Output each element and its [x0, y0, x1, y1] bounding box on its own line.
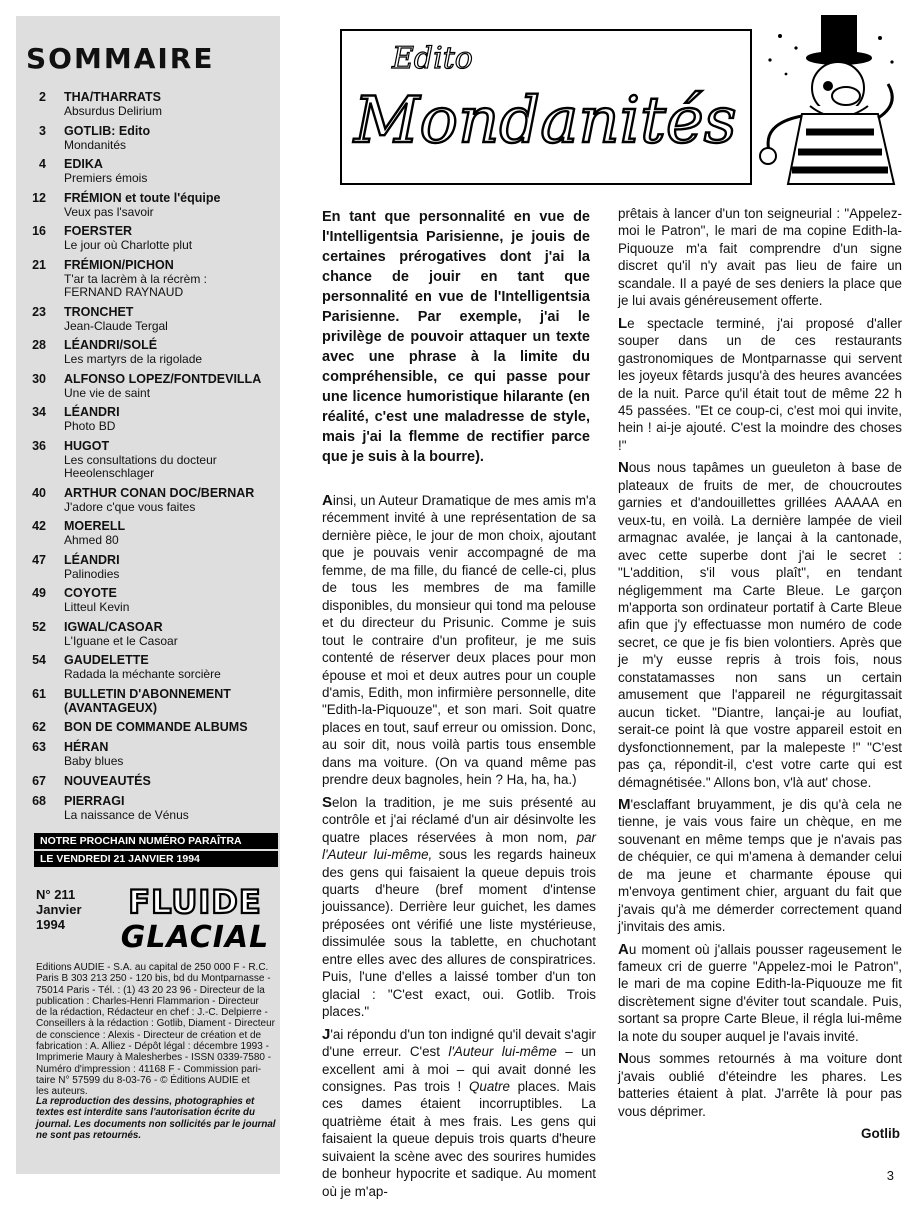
edito-header-illustration: [340, 14, 900, 194]
toc-subtitle: Heeolenschlager: [64, 466, 155, 480]
signature: Gotlib: [861, 1126, 900, 1141]
toc-subtitle: Ahmed 80: [64, 533, 119, 547]
toc-entry: [16, 372, 280, 401]
toc-entry: [16, 653, 280, 682]
toc-entry: [16, 439, 280, 481]
imprint-line: de conscience : Alexis - Directeur de création et de: [36, 1029, 262, 1041]
imprint-line: taire N° 57599 du 8-03-76 - © Éditions AUDIE et: [36, 1074, 250, 1086]
toc-page-number: 49: [32, 586, 46, 600]
svg-text:FLUIDE: FLUIDE: [128, 883, 262, 921]
toc-subtitle: Jean-Claude Tergal: [64, 318, 168, 333]
imprint-line: publication : Charles-Henri Flammarion - Directeur: [36, 995, 259, 1007]
toc-author: FRÉMION et toute l'équipe: [64, 190, 221, 205]
toc-subtitle: FERNAND RAYNAUD: [64, 285, 184, 299]
toc-author: TRONCHET: [64, 304, 134, 319]
toc-author: ARTHUR CONAN DOC/BERNAR: [64, 485, 255, 500]
toc-page-number: 52: [32, 619, 46, 634]
toc-entry: [16, 553, 280, 582]
imprint-line: Paris B 303 213 250 - 120 bis, bd du Montparnasse -: [36, 973, 271, 985]
toc-entry: [16, 774, 280, 789]
toc-page-number: 36: [32, 438, 46, 453]
toc-author: IGWAL/CASOAR: [64, 619, 163, 634]
issue-year: 1994: [36, 917, 65, 932]
toc-entry: [16, 305, 280, 334]
next-issue-line1: NOTRE PROCHAIN NUMÉRO PARAÎTRA: [34, 833, 278, 849]
issue-number: N° 211: [36, 887, 76, 902]
paragraph-6: M'esclaffant bruyamment, je dis qu'à cela ne tienne, je vais vous faire un chèque, en me souvenant en même temps que je n'avais pas de chéquier, ce qui m'amena à demander celui de ma jeune et charmante épouse qui m'envoya gentiment chier, arguant du fait que j'avais qu'à me démerder correctement quand j'invitais des amis.: [618, 795, 902, 935]
svg-text:GLACIAL: GLACIAL: [120, 920, 270, 953]
imprint-line: les auteurs.: [36, 1086, 88, 1098]
toc-subtitle: Le jour où Charlotte plut: [64, 238, 193, 252]
toc-entry: [16, 486, 280, 515]
toc-page-number: 16: [32, 224, 46, 238]
toc-author: PIERRAGI: [64, 793, 125, 808]
toc-author: NOUVEAUTÉS: [64, 773, 151, 788]
article-intro: En tant que personnalité en vue de l'Intelligentsia Parisienne, je jouis de certaines prérogatives dont j'ai la chance de jouir en tant que personnalité en vue de l'Intelligentsia Parisienne. Par exemple, j'ai le privilège de pouvoir attaquer un texte avec une phrase à la limite du compréhensible, ce qui passe pour une licence humoristique hilarante (en réalité, c'est une maladresse de style, mais j'ai la flemme de rectifier parce que je suis à la bourre).: [322, 209, 590, 465]
fluide-glacial-logo: [112, 881, 278, 953]
edito-label: Edito: [392, 41, 473, 76]
toc-author: GOTLIB: Edito: [64, 123, 151, 138]
toc-subtitle: Mondanités: [64, 137, 127, 152]
toc-subtitle: J'adore c'que vous faites: [64, 499, 196, 514]
toc-author: COYOTE: [64, 586, 117, 600]
page-number: 3: [886, 1168, 894, 1183]
toc-subtitle: Premiers émois: [64, 171, 148, 185]
toc-entry: [16, 338, 280, 367]
imprint-line: 75014 Paris - Tél. : (1) 43 20 23 96 - Directeur de la: [36, 984, 265, 996]
toc-author: FOERSTER: [64, 224, 133, 238]
toc-entry: [16, 687, 280, 716]
paragraph-7: Au moment où j'allais pousser rageusement le fameux cri de guerre "Appelez-moi le Patron", le mari de ma copine Edith-la-Piquouze me fit discrètement signe d'éviter tout scandale. Puis, sortant sa propre Carte Bleue, il régla lui-même la note du souper auquel je l'avais invité.: [618, 940, 902, 1044]
toc-page-number: 54: [32, 653, 46, 667]
toc-subtitle: Absurdus Delirium: [64, 104, 163, 118]
toc-page-number: 62: [32, 720, 46, 734]
toc-entry: [16, 191, 280, 220]
mondanites-title: Mondanités: [354, 84, 737, 158]
toc-author: FRÉMION/PICHON: [64, 257, 174, 272]
imprint-line: de la rédaction, Rédacteur en chef : J.-C. Delpierre -: [36, 1007, 268, 1019]
notice-line: textes est interdite sans l'autorisation écrite du: [36, 1107, 256, 1119]
issue-box: [34, 881, 278, 953]
toc-subtitle: Veux pas l'savoir: [64, 204, 154, 219]
toc-subtitle: Palinodies: [64, 566, 120, 581]
toc-entry: [16, 519, 280, 548]
toc-author: BULLETIN D'ABONNEMENT: [64, 686, 231, 701]
toc-subtitle: Litteul Kevin: [64, 600, 130, 614]
toc-entry: [16, 794, 280, 823]
toc-entry: [16, 90, 280, 119]
toc-subtitle: Photo BD: [64, 419, 116, 433]
toc-entry: [16, 586, 280, 615]
paragraph-5: Nous nous tapâmes un gueuleton à base de plateaux de fruits de mer, de choucroutes garnies et d'andouillettes grillées AAAAA en veux-tu, en voilà. La dernière lampée de vieil armagnac avalée, je lançai à la cantonade, avec cette superbe dont j'ai le secret : "L'addition, s'il vous plaît", en tendant négligemment ma Carte Bleue. Le garçon m'apporta son ordinateur portatif à Carte Bleue afin que j'y effectuasse mon numéro de code secret, ce que je fis bien volontiers. Après que je m'y eusse repris à trois fois, nous constatamasses non sans un certain amusement que l'appareil ne régurgitassait aucun ticket. "Diantre, lançai-je au loufiat, serait-ce point là que vostre appareil estoit en dysfonctionnement, par la malepeste !" "C'est pas ça, répondit-il, c'est votre carte qui est démagnétisée." Allons bon, v'là aut' chose.: [618, 459, 902, 790]
imprint-line: Imprimerie Maury à Malesherbes - ISSN 0339-7580 -: [36, 1052, 272, 1064]
paragraph-4: Le spectacle terminé, j'ai proposé d'aller souper dans un de ces restaurants gastronomiques de Montparnasse qui servent les joyeux fêtards jusqu'à des heures avancées de la nuit. Parce qu'il était tout de même 22 h 45 passées. "Et ce coup-ci, c'est moi qui invite, hein ! ai-je ajouté. C'est la moindre des choses !": [618, 314, 902, 453]
toc-page-number: 34: [32, 405, 46, 419]
sommaire-title: SOMMAIRE: [26, 42, 215, 75]
toc-entry: [16, 157, 280, 186]
paragraph-8: Nous sommes retournés à ma voiture dont j'avais oublié d'éteindre les phares. Les batteries étaient à plat. J'arrête là pour pas vous déprimer.: [618, 1050, 902, 1119]
article-column-1: [322, 492, 596, 1205]
issue-month: Janvier: [36, 902, 82, 917]
toc-entry: [16, 740, 280, 769]
toc-author: HÉRAN: [64, 740, 109, 754]
toc-page-number: 30: [32, 371, 46, 386]
toc-author: THA/THARRATS: [64, 90, 161, 104]
imprint-line: Numéro d'impression : 41168 F - Commission pari-: [36, 1063, 262, 1075]
reproduction-notice: [36, 1096, 276, 1141]
toc-entry: [16, 720, 280, 735]
toc-subtitle: Les martyrs de la rigolade: [64, 352, 203, 366]
toc-page-number: 21: [32, 257, 46, 272]
toc-author: MOERELL: [64, 519, 126, 533]
toc-author: LÉANDRI: [64, 405, 120, 419]
toc-subtitle: Baby blues: [64, 754, 124, 768]
paragraph-3-continued: prêtais à lancer d'un ton seigneurial : "Appelez-moi le Patron", le mari de ma copine Edith-la-Piquouze m'a fait comprendre d'un signe discret qu'il n'y avait pas lieu de faire un scandale. Il a payé de ses deniers la place que je lui avais généreusement offerte.: [618, 206, 902, 309]
toc-entry: [16, 620, 280, 649]
toc-subtitle: Les consultations du docteur: [64, 452, 217, 467]
toc-page-number: 28: [32, 338, 46, 352]
imprint-line: Conseillers à la rédaction : Gotlib, Diament - Directeur: [36, 1018, 275, 1030]
toc-author: ALFONSO LOPEZ/FONTDEVILLA: [64, 371, 262, 386]
next-issue-line2: LE VENDREDI 21 JANVIER 1994: [34, 851, 278, 867]
toc-entry: [16, 405, 280, 434]
toc-page-number: 12: [32, 190, 46, 205]
toc-author: GAUDELETTE: [64, 653, 149, 667]
toc-subtitle: Une vie de saint: [64, 385, 151, 400]
imprint-text: [36, 962, 276, 1098]
toc-page-number: 47: [32, 552, 46, 567]
toc-page-number: 40: [32, 485, 46, 500]
notice-line: ne sont pas retournés.: [36, 1129, 142, 1141]
toc-entry: [16, 124, 280, 153]
paragraph-3: J'ai répondu d'un ton indigné qu'il devait s'agir d'une erreur. C'est l'Auteur lui-même – un excellent ami à moi – qui avait donné les consignes. Pas trois ! Quatre places. Mais ces dames étaient incorruptibles. La quatrième était à mes frais. Les gens qui faisaient la queue depuis trois quarts d'heure suivaient la scène avec des sourires humides de bonheur hypocrite et sadique. Au moment où je m'ap-: [322, 1025, 597, 1199]
toc-author: BON DE COMMANDE ALBUMS: [64, 720, 248, 734]
toc-subtitle: L'Iguane et le Casoar: [64, 633, 178, 648]
toc-page-number: 4: [39, 157, 46, 171]
toc-page-number: 42: [32, 519, 46, 533]
imprint-line: fabrication : A. Alliez - Dépôt légal : décembre 1993 -: [36, 1041, 269, 1053]
toc-page-number: 61: [32, 686, 46, 701]
toc-entry: [16, 258, 280, 300]
toc-subtitle: Radada la méchante sorcière: [64, 667, 221, 681]
table-of-contents: [16, 90, 280, 827]
toc-author: LÉANDRI: [64, 552, 120, 567]
imprint-line: Editions AUDIE - S.A. au capital de 250 000 F - R.C.: [36, 962, 269, 973]
toc-page-number: 23: [32, 304, 46, 319]
toc-author: EDIKA: [64, 157, 103, 171]
notice-line: journal. Les documents non sollicités par le journal: [36, 1118, 276, 1130]
toc-subtitle: (AVANTAGEUX): [64, 700, 158, 715]
toc-page-number: 3: [39, 123, 46, 138]
toc-entry: [16, 224, 280, 253]
paragraph-2: Selon la tradition, je me suis présenté au contrôle et j'ai réclamé d'un air désinvolte les quatre places réservées à mon nom, par l'Auteur lui-même, sous les regards haineux des gens qui faisaient la queue depuis trois quarts d'heure (bref moment d'intense jouissance). Derrière leur guichet, les dames préposées ont vérifié une liste mystérieuse, dissimulée sous la tablette, en chuchotant entre elles avec des allures de conspiratrices. Puis, l'une d'elles a laissé tomber d'un ton glacial : "C'est exact, oui. Gotlib. Trois places.": [322, 793, 596, 1020]
paragraph-1: Ainsi, un Auteur Dramatique de mes amis m'a récemment invité à une représentation de sa dernière pièce, le jour de mon choix, ajoutant que je pouvais venir accompagné de ma femme, de ma fille, du fiancé de celle-ci, plus de tous les membres de ma famille disponibles, du monsieur qui tond ma pelouse et du directeur du Prisunic. Comme je suis tout le contraire d'un profiteur, je me suis contenté de réserver deux places pour mon épouse et moi et deux autres pour un couple d'amis, Edith, mon infirmière personnelle, dite "Edith-la-Piquouze", et son mari. Soit quatre places en tout, sauf erreur ou omission. Donc, au soir dit, nous voilà partis tous ensemble dans ma voiture. (On va quand même pas prendre deux bagnoles, hein ? Ha, ha, ha.): [322, 492, 596, 788]
toc-page-number: 68: [32, 793, 46, 808]
toc-page-number: 67: [32, 773, 46, 788]
notice-line: La reproduction des dessins, photographies et: [36, 1096, 255, 1107]
toc-subtitle: La naissance de Vénus: [64, 807, 189, 822]
article-column-2: [618, 205, 902, 1125]
toc-author: LÉANDRI/SOLÉ: [64, 338, 158, 352]
toc-page-number: 2: [39, 90, 46, 104]
toc-subtitle: T'ar ta lacrèm à la récrèm :: [64, 271, 207, 286]
caricature-figure: [760, 16, 894, 184]
toc-page-number: 63: [32, 740, 46, 754]
sommaire-sidebar: [16, 16, 280, 1174]
toc-author: HUGOT: [64, 438, 110, 453]
